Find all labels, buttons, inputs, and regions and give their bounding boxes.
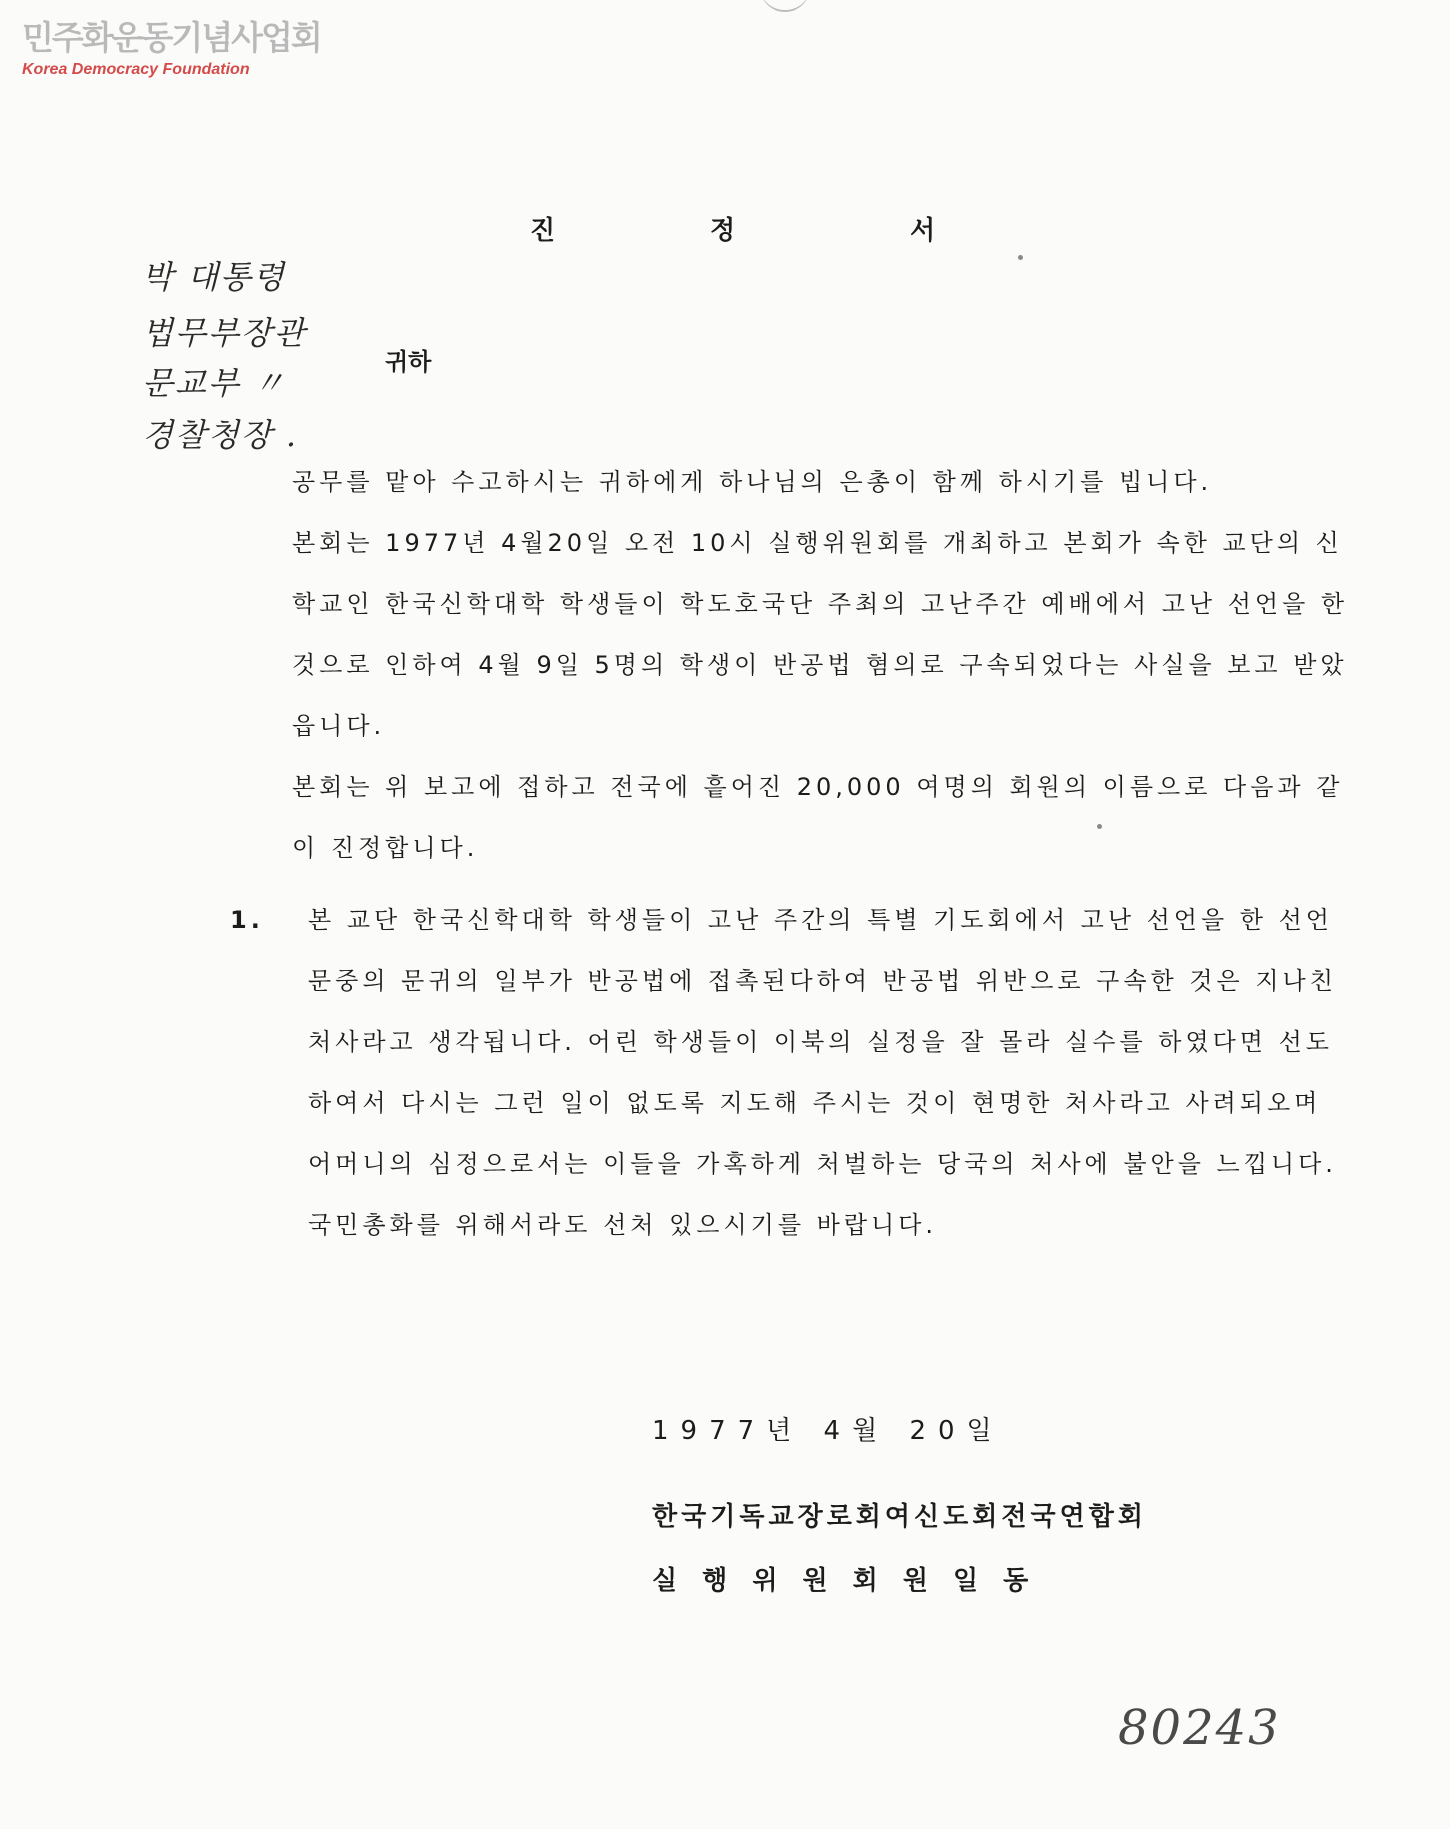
petition-item xyxy=(230,890,1355,1256)
item-number: 1. xyxy=(230,906,264,934)
item-text: 본 교단 한국신학대학 학생들이 고난 주간의 특별 기도회에서 고난 선언을 한 선언문중의 문귀의 일부가 반공법에 접촉된다하여 반공법 위반으로 구속한 것은 지나친 처사라고 생각됩니다. 어린 학생들이 이북의 실정을 잘 몰라 실수를 하였다면 선도하여서 다시는 그런 일이 없도록 지도해 주시는 것이 현명한 처사라고 사려되오며 어머니의 심정으로서는 이들을 가혹하게 처벌하는 당국의 처사에 불안을 느낍니다. 국민총화를 위해서라도 선처 있으시기를 바랍니다. xyxy=(308,906,1337,1239)
paragraph-petition: 본회는 위 보고에 접하고 전국에 흩어진 20,000 여명의 회원의 이름으로 다음과 같이 진정합니다. xyxy=(292,773,1344,862)
title-char: 진 xyxy=(530,216,556,246)
archive-number: 80243 xyxy=(1118,1700,1281,1756)
paper-speck xyxy=(1018,255,1023,260)
body-text xyxy=(230,452,1350,879)
recipient-line: 경찰청장 . xyxy=(142,416,298,454)
paragraph-report: 본회는 1977년 4월20일 오전 10시 실행위원회를 개최하고 본회가 속한 교단의 신학교인 한국신학대학 학생들이 학도호국단 주최의 고난주간 예배에서 고난 선언을 한 것으로 인하여 4월 9일 5명의 학생이 반공법 혐의로 구속되었다는 사실을 보고 받았읍니다. xyxy=(292,529,1349,740)
recipient-line: 박 대통령 xyxy=(142,258,286,296)
recipient-line: 법무부장관 xyxy=(142,314,307,352)
signature-members: 실 행 위 원 회 원 일 동 xyxy=(652,1566,1037,1596)
logo-english: Korea Democracy Foundation xyxy=(22,61,250,78)
paragraph-greeting: 공무를 맡아 수고하시는 귀하에게 하나님의 은총이 함께 하시기를 빕니다. xyxy=(292,468,1213,496)
salutation: 귀하 xyxy=(385,348,432,376)
title-char: 정 xyxy=(710,216,736,246)
paper-speck xyxy=(1097,824,1102,829)
recipient-line: 문교부 〃 xyxy=(142,364,287,402)
logo-korean: 민주화운동기념사업회 xyxy=(22,18,321,57)
signature-organization: 한국기독교장로회여신도회전국연합회 xyxy=(652,1502,1147,1532)
document-date: 1977년 4월 20일 xyxy=(652,1416,1004,1446)
foundation-logo xyxy=(22,18,321,80)
corner-mark xyxy=(760,0,810,12)
title-char: 서 xyxy=(910,216,936,246)
